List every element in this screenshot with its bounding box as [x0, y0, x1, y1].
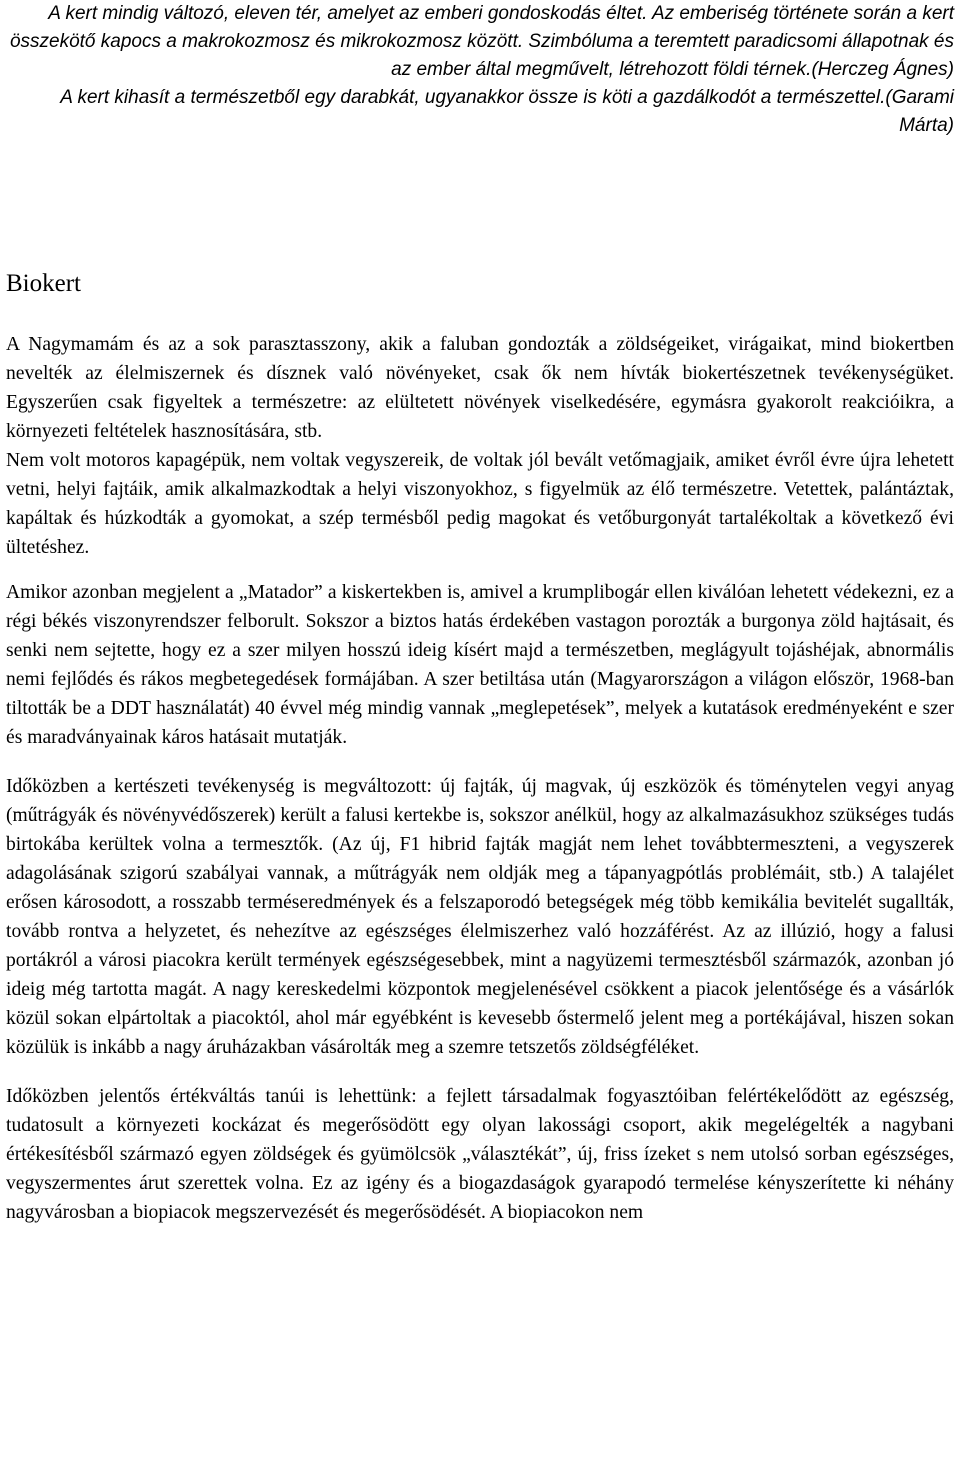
body-text	[6, 330, 954, 1227]
paragraph-4: Időközben a kertészeti tevékenység is megváltozott: új fajták, új magvak, új eszközök és töménytelen vegyi anyag (műtrágyák és növényvédőszerek) került a falusi kertekbe is, sokszor anélkül, hogy az alkalmazásukhoz szükséges tudás birtokába kerültek volna a termesztők. (Az új, F1 hibrid fajták magját nem lehet továbbtermeszteni, a vegyszerek adagolásának szigorú szabályai vannak, a műtrágyák nem oldják meg a tápanyagpótlás problémáit, stb.) A talajélet erősen károsodott, a rosszabb terméseredmények és a felszaporodó betegségek még több kemikália bevitelét sugallták, tovább rontva a helyzetet, és nehezítve az egészséges élelmiszerhez való hozzáférést. Az az illúzió, hogy a falusi portákról a városi piacokra került termények egészségesebbek, mint a nagyüzemi termesztésből származók, azonban jó ideig még tartotta magát. A nagy kereskedelmi központok megjelenésével csökkent a piacok jelentősége és a vásárlók közül sokan elpártoltak a piacoktól, ahol már egyébként is kevesebb őstermelő jelent meg a portékájával, hiszen sokan közülük is inkább a nagy áruházakban vásárolták meg a szemre tetszetős zöldségféléket.	[6, 776, 954, 1058]
quote-herczeg-author: (Herczeg Ágnes)	[811, 59, 954, 80]
quote-herczeg-text: A kert mindig változó, eleven tér, amelyet az emberi gondoskodás éltet. Az emberiség története során a kert összekötő kapocs a makrokozmosz és mikrokozmosz között. Szimbóluma a teremtett paradicsomi állapotnak és az ember által megművelt, létrehozott földi térnek.	[9, 3, 954, 80]
document-page	[6, 0, 954, 1223]
paragraph-2: Nem volt motoros kapagépük, nem voltak vegyszereik, de voltak jól bevált vetőmagjaik, amiket évről évre újra lehetett vetni, helyi fajtáik, amik alkalmazkodtak a helyi viszonyokhoz, s figyelmük az élő természetre. Vetettek, palántáztak, kapáltak és húzkodták a gyomokat, a szép termésből pedig magokat és vetőburgonyát tartalékoltak a következő évi ültetéshez.	[6, 450, 954, 558]
paragraph-5: Időközben jelentős értékváltás tanúi is lehettünk: a fejlett társadalmak fogyasztóiban felértékelődött az egészség, tudatosult a környezeti kockázat és megerősödött egy olyan lakossági csoport, akik megelégelték a nagybani értékesítésből származó egyen zöldségek és gyümölcsök „választékát”, új, friss ízeket s nem utolsó sorban egészséges, vegyszermentes árut szerettek volna. Ez az igény és a biogazdaságok gyarapodó termelése kényszerítette ki néhány nagyvárosban a biopiacok megszervezését és megerősödését. A biopiacokon nem	[6, 1086, 954, 1223]
paragraph-1: A Nagymamám és az a sok parasztasszony, akik a faluban gondozták a zöldségeiket, virágaikat, mind biokertben nevelték az élelmiszernek és dísznek való növényeket, csak ők nem hívták biokertészetnek tevékenységüket. Egyszerűen csak figyeltek a természetre: az elültetett növények viselkedésére, egymásra gyakorolt reakcióikra, a környezeti feltételek hasznosítására, stb.	[6, 334, 954, 442]
epigraph	[6, 0, 954, 140]
quote-garami-author: (Garami Márta)	[885, 87, 954, 136]
paragraph-3: Amikor azonban megjelent a „Matador” a kiskertekben is, amivel a krumplibogár ellen kiválóan lehetett védekezni, ez a régi békés viszonyrendszer felborult. Sokszor a biztos hatás érdekében vastagon porozták a burgonya zöld hajtásait, és senki nem sejtette, hogy ez a szer milyen hosszú ideig kísért majd a természetben, meglágyult tojáshéjak, abnormális nemi fejlődés és rákos megbetegedések formájában. A szer betiltása után (Magyarországon a világon először, 1968-ban tiltották be a DDT használatát) 40 évvel még mindig vannak „meglepetések”, melyek a kutatások eredményeként e szer és maradványainak káros hatásait mutatják.	[6, 582, 954, 748]
quote-garami-text: A kert kihasít a természetből egy darabkát, ugyanakkor össze is köti a gazdálkodót a természettel.	[60, 87, 886, 108]
section-heading: Biokert	[6, 270, 81, 297]
quote-garami	[6, 84, 954, 140]
quote-herczeg	[10, 3, 954, 80]
